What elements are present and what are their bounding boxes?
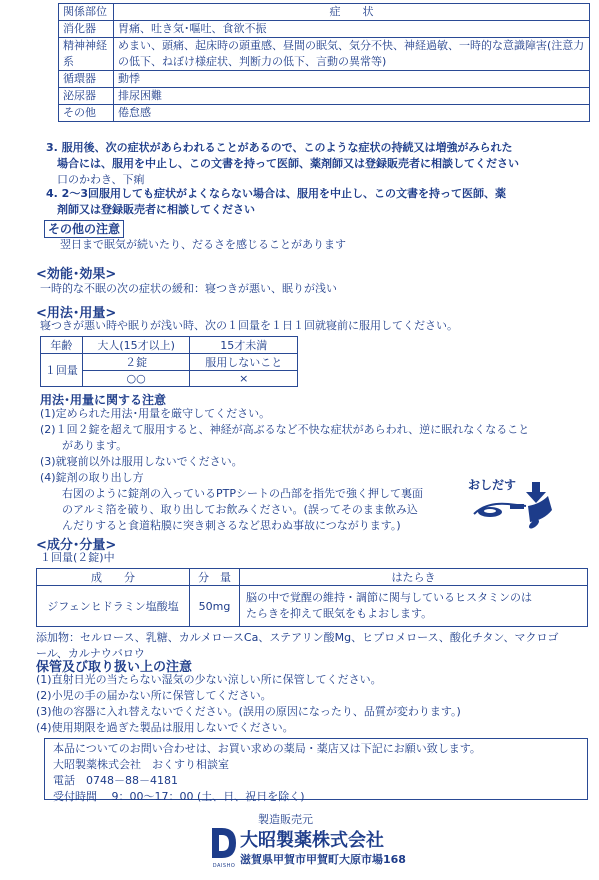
ingredient-amount: 50mg	[190, 586, 240, 627]
tablet-circles-icon: ○○	[82, 371, 190, 387]
inquiry-box	[44, 738, 588, 803]
dosage-table	[40, 336, 298, 387]
row-symptom: 動悸	[114, 71, 590, 88]
dosage-note-line: (2)１回２錠を超えて服用すると、神経が高ぶるなど不快な症状があらわれ、逆に眠れなくなること	[40, 423, 530, 436]
ingredients-title: <成分･分量>	[36, 538, 117, 553]
push-arrow-icon	[468, 476, 558, 534]
row-symptom: 胃痛、吐き気･嘔吐、食欲不振	[114, 21, 590, 38]
dosage-notes-list	[40, 406, 529, 534]
logo-text: DAISHO	[212, 863, 236, 869]
side-effects-table	[58, 3, 590, 122]
storage-line: (4)使用期限を過ぎた製品は服用しないでください。	[36, 721, 294, 734]
table-row	[59, 71, 590, 88]
child-dose: 服用しないこと	[190, 354, 298, 371]
other-notes-title-text: その他の注意	[48, 222, 121, 236]
footer-address: 滋賀県甲賀市甲賀町大原市場168	[240, 853, 406, 866]
inquiry-hours: 受付時間 9：00～17：00 (土、日、祝日を除く)	[53, 790, 305, 803]
table-row	[37, 569, 588, 586]
inquiry-intro: 本品についてのお問い合わせは、お買い求めの薬局・薬店又は下記にお願い致します。	[53, 742, 481, 755]
note-3-line: 場合には、服用を中止し、この文書を持って医師、薬剤師又は登録販売者に相談してください	[46, 157, 519, 170]
row-part: 精神神経系	[59, 38, 114, 71]
inquiry-company: 大昭製薬株式会社 おくすり相談室	[53, 758, 229, 771]
inquiry-phone: 電話 0748－88－4181	[53, 774, 178, 787]
ptp-push-illustration	[468, 476, 558, 534]
row-symptom: めまい、頭痛、起床時の頭重感、昼間の眠気、気分不快、神経過敏、一時的な意識障害(注意力の低下、ねぼけ様症状、判断力の低下、言動の異常等)	[114, 38, 590, 71]
other-notes-title	[44, 220, 124, 238]
other-notes-text: 翌日まで眠気が続いたり、だるさを感じることがあります	[60, 238, 346, 251]
row-part: その他	[59, 105, 114, 122]
row-symptom: 倦怠感	[114, 105, 590, 122]
dosage-note-line: (1)定められた用法･用量を厳守してください。	[40, 407, 271, 420]
table-row	[41, 337, 298, 354]
efficacy-text: 一時的な不眠の次の症状の緩和：寝つきが悪い、眠りが浅い	[40, 282, 337, 295]
storage-title: 保管及び取り扱い上の注意	[36, 660, 193, 675]
note-4-line: 4. 2～3回服用しても症状がよくならない場合は、服用を中止し、この文書を持って医師、薬	[46, 187, 506, 200]
note-4	[46, 186, 506, 218]
table-row	[59, 88, 590, 105]
adult-header: 大人(15才以上)	[82, 337, 190, 354]
dosage-note-line: のアルミ箔を破り、取り出してお飲みください。(誤ってそのまま飲み込	[40, 503, 418, 516]
storage-list	[36, 672, 461, 736]
footer-company: 大昭製薬株式会社	[240, 830, 384, 851]
dosage-note-line: 右図のように錠剤の入っているPTPシートの凸部を指先で強く押して裏面	[40, 487, 423, 500]
dosage-note-line: んだりすると食道粘膜に突き刺さるなど思わぬ事故につながります。)	[40, 519, 401, 532]
company-logo	[210, 826, 238, 870]
ingredient-name: ジフェンヒドラミン塩酸塩	[37, 586, 190, 627]
cross-icon: ×	[190, 371, 298, 387]
header-part: 関係部位	[59, 4, 114, 21]
adult-dose: ２錠	[82, 354, 190, 371]
storage-line: (2)小児の手の届かない所に保管してください。	[36, 689, 272, 702]
dosage-title: <用法･用量>	[36, 306, 117, 321]
table-row	[41, 354, 298, 371]
function-line: たらきを抑えて眠気をもよおします。	[246, 607, 433, 620]
note-4-line: 剤師又は登録販売者に相談してください	[46, 203, 255, 216]
header-amount: 分 量	[190, 569, 240, 586]
dosage-note-line: (4)錠剤の取り出し方	[40, 471, 144, 484]
function-line: 脳の中で覚醒の維持・調節に関与しているヒスタミンのは	[246, 591, 532, 604]
note-3-line: 3. 服用後、次の症状があらわれることがあるので、このような症状の持続又は増強がみられた	[46, 141, 513, 154]
header-symptom: 症 状	[114, 4, 590, 21]
row-part: 消化器	[59, 21, 114, 38]
table-header-row	[59, 4, 590, 21]
dosage-note-line: (3)就寝前以外は服用しないでください。	[40, 455, 243, 468]
footer-role: 製造販売元	[258, 813, 313, 826]
storage-line: (3)他の容器に入れ替えないでください。(誤用の原因になったり、品質が変わります。)	[36, 705, 461, 718]
table-row	[59, 21, 590, 38]
dosage-note-line: があります。	[40, 439, 128, 452]
table-row	[59, 105, 590, 122]
row-part: 泌尿器	[59, 88, 114, 105]
note-3	[46, 140, 519, 188]
table-row	[37, 586, 588, 627]
row-part: 循環器	[59, 71, 114, 88]
note-3-line: 口のかわき、下痢	[46, 173, 145, 186]
push-label: おしだす	[468, 478, 517, 492]
dosage-notes-title: 用法･用量に関する注意	[40, 393, 167, 407]
header-name: 成 分	[37, 569, 190, 586]
table-row	[59, 38, 590, 71]
ingredients-subtitle: １回量(２錠)中	[40, 551, 115, 564]
additives-line: ール、カルナウバロウ	[36, 647, 145, 660]
ingredient-function	[240, 586, 588, 627]
child-header: 15才未満	[190, 337, 298, 354]
daisho-logo-icon	[210, 826, 238, 860]
age-label: 年齢	[41, 337, 83, 354]
storage-line: (1)直射日光の当たらない湿気の少ない涼しい所に保管してください。	[36, 673, 382, 686]
additives-line: 添加物：セルロース、乳糖、カルメロースCa、ステアリン酸Mg、ヒプロメロース、酸化チタン、マクロゴ	[36, 631, 559, 644]
row-symptom: 排尿困難	[114, 88, 590, 105]
header-function: はたらき	[240, 569, 588, 586]
efficacy-title: <効能･効果>	[36, 267, 117, 282]
dosage-text: 寝つきが悪い時や眠りが浅い時、次の１回量を１日１回就寝前に服用してください。	[40, 319, 458, 332]
dose-label: １回量	[41, 354, 83, 387]
ingredients-table	[36, 568, 588, 627]
